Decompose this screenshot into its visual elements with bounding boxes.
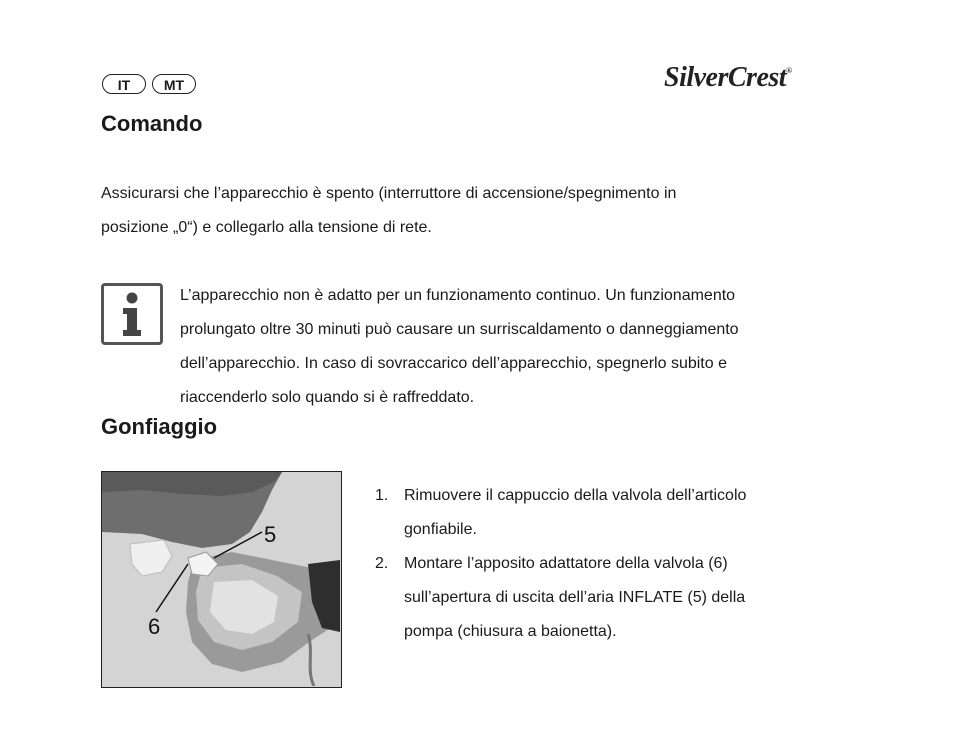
pump-valve-photo: [101, 471, 342, 688]
language-badge-it: IT: [102, 74, 146, 94]
callout-5: 5: [264, 522, 277, 547]
callout-6: 6: [148, 614, 161, 639]
note-line: L’apparecchio non è adatto per un funzionamento continuo. Un funzionamento: [180, 287, 736, 304]
comando-paragraph: [101, 177, 676, 245]
paragraph-line: posizione „0“) e collegarlo alla tensione di rete.: [101, 219, 432, 236]
list-item: [375, 479, 746, 547]
paragraph-line: Assicurarsi che l’apparecchio è spento (interruttore di accensione/spegnimento in: [101, 185, 677, 202]
note-line: prolungato oltre 30 minuti può causare un surriscaldamento o danneggiamento: [180, 321, 739, 338]
note-line: riaccenderlo solo quando si è raffreddato.: [180, 389, 475, 406]
language-badge-mt: MT: [152, 74, 196, 94]
section-title-gonfiaggio: Gonfiaggio: [101, 414, 218, 439]
step-line: Montare l’apposito adattatore della valvola (6): [404, 555, 728, 572]
step-line: pompa (chiusura a baionetta).: [404, 623, 617, 640]
step-number: 2.: [375, 555, 389, 572]
note-line: dell’apparecchio. In caso di sovraccarico dell’apparecchio, spegnerlo subito e: [180, 355, 727, 372]
info-icon: [101, 283, 163, 345]
brand-logo: [664, 62, 792, 94]
info-glyph: [104, 286, 160, 342]
step-line: sull’apertura di uscita dell’aria INFLATE (5) della: [404, 589, 746, 606]
steps-list: [375, 479, 746, 649]
brand-logo-text: SilverCrest: [664, 62, 787, 93]
info-note: [180, 279, 739, 415]
pump-valve-illustration: [102, 472, 340, 686]
step-line: gonfiabile.: [404, 521, 477, 538]
registered-mark: ®: [786, 66, 792, 75]
section-title-comando: Comando: [101, 111, 203, 136]
list-item: [375, 547, 746, 649]
step-line: Rimuovere il cappuccio della valvola dell’articolo: [404, 487, 747, 504]
step-number: 1.: [375, 487, 389, 504]
